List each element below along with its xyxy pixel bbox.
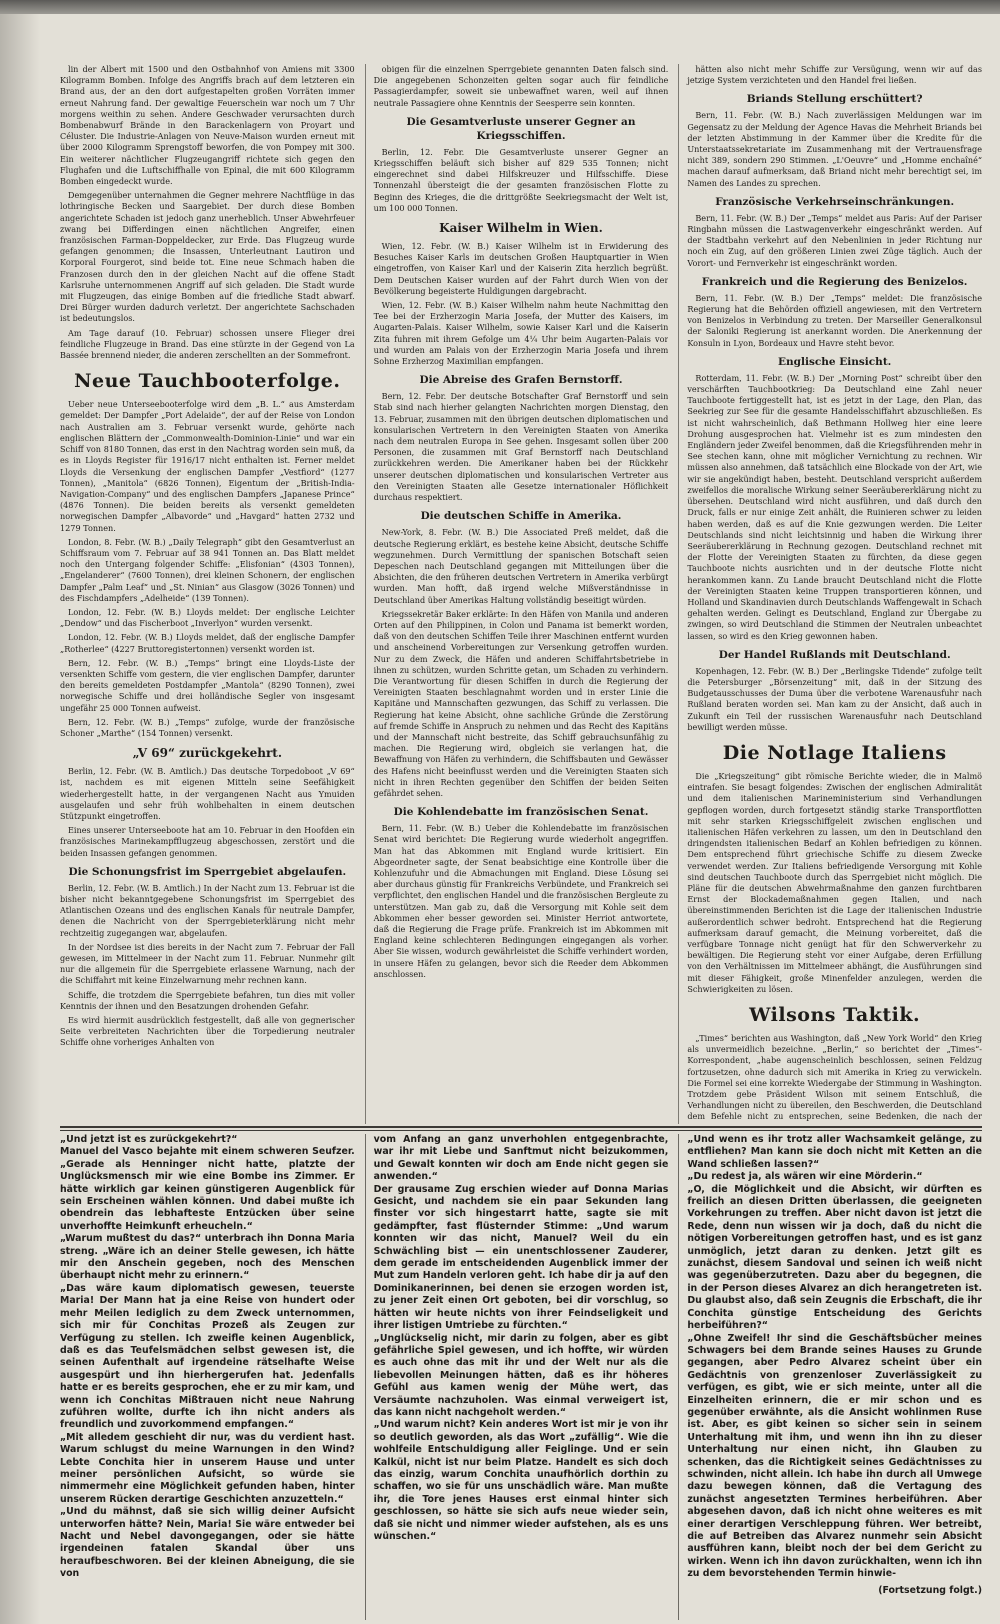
news-column-3 bbox=[678, 64, 982, 1124]
paragraph: Am Tage darauf (10. Februar) schossen unsere Flieger drei feindliche Flugzeuge in Brand. Das eine stürzte in der Gegend von La Bassée brennend nieder, die anderen zerschellten an der Sommefront. bbox=[60, 327, 355, 361]
paragraph: lin der Albert mit 1500 und den Ostbahnhof von Amiens mit 3300 Kilogramm Bomben. Infolge des Angriffs brach auf dem letzteren ein Brand aus, der an den dort aufgestapelten großen Vorräten immer erneut Nahrung fand. Der gewaltige Feuerschein war noch um 7 Uhr morgens weithin zu sehen. Andere Geschwader verursachten durch Bombenabwurf Brände in den Barackenlagern von Proyart und Céluster. Die Industrie-Anlagen von Neuve-Maison wurden erneut mit über 2000 Kilogramm Sprengstoff beworfen, die von Pompey mit 300. Ein weiterer nächtlicher Flugzeugangriff richtete sich gegen den Flughafen und die Luftschiffhalle von Epinal, die mit 600 Kilogramm Bomben eingedeckt wurde. bbox=[60, 64, 355, 187]
headline-briand: Briands Stellung erschüttert? bbox=[746, 93, 923, 106]
story-text: „Und jetzt ist es zurückgekehrt?“ Manuel del Vasco bejahte mit einem schweren Seufzer. „Gerade als Henninger nicht hatte, platzte der Unglücksmensch mir wie eine Bombe ins Zimmer. Er hätte wirklich gar keinen günstigeren Augenblick für sein Erscheinen wählen können. Und dabei mußte ich obendrein das lebhafteste Entzücken über seine unverhoffte Heimkunft erheucheln.“ „Warum mußtest du das?“ unterbrach ihn Donna Maria streng. „Wäre ich an deiner Stelle gewesen, ich hätte mir den Anschein gegeben, noch des Menschen überhaupt nicht mehr zu erinnern.“ „Das wäre kaum diplomatisch gewesen, teuerste Maria! Der Mann hat ja eine Reise von hundert oder mehr Meilen lediglich zu dem Zweck unternommen, sich mir für Conchitas Prozeß als Zeugen zur Verfügung zu stellen. Ich zweifle keinen Augenblick, daß es das Teufelsmädchen selbst gewesen ist, die seinen Aufenthalt auf irgendeine rätselhafte Weise ausgespürt und ihn hierhergerufen hat. Jedenfalls hatte er es bereits gesprochen, ehe er zu mir kam, und wenn ich Conchitas Mißtrauen nicht neue Nahrung zuführen wollte, durfte ich ihn nicht anders als freundlich und zuvorkommend empfangen.“ „Mit alledem geschieht dir nur, was du verdient hast. Warum schlugst du meine Warnungen in den Wind? Lebte Conchita hier in unserem Hause und unter meiner persönlichen Aufsicht, so würde sie nimmermehr eine Möglichkeit gefunden haben, hinter unserem Rücken derartige Geschichten anzuzetteln.“ „Und du mähnst, daß sie sich willig deiner Aufsicht unterworfen hätte? Nein, Maria! Sie wäre entweder bei Nacht und Nebel davongegangen, oder sie hätte irgendeinen fatalen Skandal über uns heraufbeschworen. Bei der kleinen Abneigung, die sie von bbox=[60, 1134, 355, 1580]
headline-notlage-italiens: Die Notlage Italiens bbox=[722, 741, 947, 764]
headline-verkehrseinschraenkungen: Französische Verkehrseinschränkungen. bbox=[715, 195, 955, 208]
story-text: vom Anfang an ganz unverhohlen entgegenbrachte, war ihr mit Liebe und Sanftmut nicht beizukommen, und Gewalt konnten wir doch am Ende nicht gegen sie anwenden.“ Der grausame Zug erschien wieder auf Donna Marias Gesicht, und nachdem sie ein paar Sekunden lang finster vor sich hingestarrt hatte, sagte sie mit gedämpfter, fast flüsternder Stimme: „Und warum konnten wir das nicht, Manuel? Weil du ein Schwächling bist — ein unentschlossener Zauderer, dem gerade im entscheidenden Augenblick immer der Mut zum Handeln verloren geht. Ich habe dir ja auf den Dominikanerinnen, bei denen sie erzogen worden ist, zu jener Zeit einen Ort geboten, bei dir vorschlug, so hätten wir heute nichts von ihrer Feindseligkeit und ihrer listigen Umtriebe zu fürchten.“ „Unglückselig nicht, mir darin zu folgen, aber es gibt gefährliche Spiel gewesen, und ich hoffte, wir würden es auch ohne das mit ihr und der Welt nur als die liebevollen Meinungen hätten, daß es ihr höheres Gefühl aus kamen wenig der Mühe wert, das Versäumte nachzuholen. Was einmal verweigert ist, das kann nicht nachgeholt werden.“ „Und warum nicht? Kein anderes Wort ist mir je von ihr so deutlich geworden, als das Wort „zufällig“. Wie die wohlfeile Entschuldigung aller Feiglinge. Und er sein Kalkül, nicht ist nur beim Platze. Handelt es sich doch das einzig, warum Conchita unaufhörlich dorthin zu schaffen, wo sie für uns unschädlich wäre. Man mußte ihr, die Tore jenes Hauses erst einmal hinter sich geschlossen, so hätte sie sich aufs neue wieder sein, daß sie nicht und nimmer wieder aufstehen, als es uns wünschen.“ bbox=[373, 1134, 669, 1542]
paragraph: Eines unserer Unterseeboote hat am 10. Februar in den Hoofden ein französisches Marinekampfflugzeug abgeschossen, zerstört und die beiden Insassen gefangen genommen. bbox=[60, 825, 355, 858]
paragraph: Bern, 12. Febr. (W. B.) „Temps“ bringt eine Lloyds-Liste der versenkten Schiffe vom gestern, die vier englischen Dampfer, darunter den bereits gemeldeten Postdampfer „Mantola“ (8290 Tonnen), zwei norwegische Schiffe und drei holländische Segler von insgesamt ungefähr 25 000 Tonnen aufweist. bbox=[60, 657, 355, 713]
paragraph: New-York, 8. Febr. (W. B.) Die Associated Preß meldet, daß die deutsche Regierung erklärt, es bestehe keine Absicht, deutsche Schiffe wegzunehmen. Durch Vermittlung der spanischen Botschaft seien Depeschen nach Deutschland gegangen mit Mitteilungen über die Absichten, die den früheren deutschen Vertretern in Amerika verbürgt wurden. Man hofft, daß irgend welche Mißverständnisse in Deutschland über Amerikas Haltung vollständig beseitigt würden. bbox=[373, 527, 669, 605]
feuilleton-section bbox=[60, 1134, 982, 1620]
news-column-1 bbox=[60, 64, 355, 1124]
headline-v69: „V 69“ zurückgekehrt. bbox=[132, 746, 283, 761]
paragraph: Bern, 11. Febr. (W. B.) Der „Temps“ meldet: Die französische Regierung hat die Behörden offiziell angewiesen, mit den Vertretern von Benizelos in Verbindung zu treten. Der Marseiller Generalkonsul der Saloniki Regierung ist anerkannt worden. Die Anerkennung der Konsuln in Lyon, Bordeaux und Havre steht bevor. bbox=[687, 292, 983, 348]
paragraph: Die „Kriegszeitung“ gibt römische Berichte wieder, die in Malmö eintrafen. Sie besagt folgendes: Zwischen der englischen Admiralität und dem italienischen Marineministerium sind Verhandlungen gepflogen worden, durch fortgesetzt ständig starke Transportflotten mit sehr starken Kriegsschiffgeleit zwischen englischen und italienischen Häfen verkehren zu lassen, um den in Deutschland den dringendsten italienischen Bedarf an Kohlen befriedigen zu können. Dem entsprechend führt griechische Schiffe zu diesem Zwecke verwendet werden. Zur Italiens befriedigende Versorgung mit Kohle sind deutschen Tauchboote durch das Sperrgebiet nicht möglich. Die Pläne für die deutschen Abwehrmaßnahme den ganzen furchtbaren Ernst der Blockademaßnahmen gegen Italien, und nach übereinstimmenden Berichten ist die Lage der italienischen Industrie außerordentlich schwer bedroht. Entsprechend hat die Regierung aufmerksam darauf gemacht, die Meinung vorbereitet, daß die verfügbare Tonnage nicht genügt hat für den Schwerverkehr zu bewältigen. Die Regierung steht vor einer Aufgabe, deren Erfüllung von den Verhältnissen im Mittelmeer abhängt, die Ausführungen sind mit dieser Fähigkeit, große Minenfelder anzulegen, werden die Schwierigkeiten zu lösen. bbox=[687, 770, 983, 994]
headline-wilsons-taktik: Wilsons Taktik. bbox=[749, 1004, 921, 1027]
paragraph: Es wird hiermit ausdrücklich festgestellt, daß alle von gegnerischer Seite verbreiteten Nachrichten über die Torpedierung neutraler Schiffe ohne vorheriges Anhalten von bbox=[60, 1015, 355, 1048]
page-fold-shadow bbox=[0, 0, 40, 1624]
paragraph: Bern, 11. Febr. (W. B.) Der „Temps“ meldet aus Paris: Auf der Pariser Ringbahn müssen die Lastwagenverkehr eingeschränkt werden. Auf der Stadtbahn verkehrt auf den Nebenlinien in jeder Richtung nur noch ein Zug, auf den größeren Linien zwei Züge täglich. Auch der Vorort- und Fernverkehr ist eingeschränkt worden. bbox=[687, 212, 983, 268]
paragraph: Wien, 12. Febr. (W. B.) Kaiser Wilhelm nahm heute Nachmittag den Tee bei der Erzherzogin Maria Josefa, der Mutter des Kaisers, im Augarten-Palais. Kaiser Wilhelm, sowie Kaiser Karl und die Kaiserin Zita fuhren mit ihrem Gefolge um 4¼ Uhr beim Augarten-Palais vor und wurden am Palais von der Erzherzogin Maria Josefa und ihrem Sohne Erzherzog Maximilian empfangen. bbox=[373, 300, 669, 367]
story-text: „Und wenn es ihr trotz aller Wachsamkeit gelänge, zu entfliehen? Man kann sie doch nicht mit Ketten an die Wand schließen lassen?“ „Du redest ja, als wären wir eine Mörderin.“ „O, die Möglichkeit und die Absicht, wir dürften es freilich an diesen Dritten überlassen, die geeigneten Vorkehrungen zu treffen. Aber nicht davon ist jetzt die Rede, denn nun wissen wir ja doch, daß du nicht die nötigen Vorbereitungen getroffen hast, und es ist ganz unmöglich, jetzt daran zu denken. Jetzt gilt es zunächst, diesem Sandoval und seinen ich weiß nicht was gegenüberzutreten. Dazu aber du begegnen, die in der Person dieses Alvarez an dich herangetreten ist. Du glaubst also, daß sein Zeugnis die Erbschaft, die ihr Conchita günstige Entscheidung des Gerichts herbeiführen?“ „Ohne Zweifel! Ihr sind die Geschäftsbücher meines Schwagers bei dem Brande seines Hauses zu Grunde gegangen, aber Pedro Alvarez scheint über ein Gedächtnis von grenzenloser Zuverlässigkeit zu verfügen, es gibt, wie er sich meinte, unter all die Einzelheiten erinnern, die er mir schon und es gegenüber erwähnte, als die Ansicht wohlinmen Ruse ist. Aber, es gibt keinen so sicher sein in seinem Unterhaltung mit ihm, und wenn ihn ihn zu dieser Unterhaltung nur einen nicht, ihn Glauben zu schenken, das die Richtigkeit seines Gedächtnisses zu schwinden, nicht allein. Ich habe ihn durch all Umwege dazu bewegen können, daß die Vertagung des zunächst angesetzten Termines herbeiführen. Aber abgesehen davon, daß ich nicht ohne weiteres es mit einer derartigen Verschleppung führen. Wer betreibt, die auf Betreiben das Alvarez nunmehr sein Absicht ausfführen kann, bleibt noch der bei dem Gericht zu wirken. Wenn ich ihn davon zurückhalten, wenn ich ihn zu dem bevorstehenden Termin hinwie- bbox=[687, 1134, 983, 1580]
paragraph: Berlin, 12. Febr. (W. B. Amtlich.) Das deutsche Torpedoboot „V 69“ ist, nachdem es mit eigenen Mitteln seine Seefähigkeit wiederhergestellt hatte, in der vergangenen Nacht aus Ymuiden ausgelaufen und sehr früh wohlbehalten in einem deutschen Stützpunkt eingetroffen. bbox=[60, 766, 355, 821]
paragraph: Schiffe, die trotzdem die Sperrgebiete befahren, tun dies mit voller Kenntnis der ihnen und den Besatzungen drohenden Gefahr. bbox=[60, 989, 355, 1011]
paragraph: hätten also nicht mehr Schiffe zur Versügung, wenn wir auf das jetzige System verzichteten und den Handel frei ließen. bbox=[687, 64, 983, 86]
paragraph: Berlin, 12. Febr. (W. B. Amtlich.) In der Nacht zum 13. Februar ist die bisher nicht bekanntgegebene Schonungsfrist im Sperrgebiet des Atlantischen Ozeans und des englischen Kanals für neutrale Dampfer, denen die Nachricht von der Sperrgebieterklärung nicht mehr rechtzeitig zugegangen war, abgelaufen. bbox=[60, 882, 355, 938]
paragraph: Ueber neue Unterseebooterfolge wird dem „B. L.“ aus Amsterdam gemeldet: Der Dampfer „Port Adelaide“, der auf der Reise von London nach Australien am 3. Februar versenkt wurde, gehörte nach englischen Blättern der „Commonwealth-Dominion-Linie“ und war ein Schiff von 8180 Tonnen, das erst in den Nachtrag worden sein muß, da es in Lloyds Register für 1916/17 nicht enthalten ist. Ferner meldet Lloyds die Versenkung der englischen Dampfer „Vestfiord“ (1277 Tonnen), „Manitola“ (6826 Tonnen), Eigentum der „British-India-Navigation-Company“ und des englischen Dampfers „Japanese Prince“ (4876 Tonnen). Die beiden bereits als versenkt gemeldeten norwegischen Dampfer „Albavorde“ und „Havgard“ hatten 2732 und 1279 Tonnen. bbox=[60, 399, 355, 533]
paragraph: London, 12. Febr. (W. B.) Lloyds meldet, daß der englische Dampfer „Rotherlee“ (4227 Bruttoregistertonnen) versenkt worden ist. bbox=[60, 632, 355, 654]
news-section bbox=[60, 64, 982, 1124]
news-column-2 bbox=[365, 64, 669, 1124]
paragraph: „Times“ berichten aus Washington, daß „New York World“ den Krieg als unvermeidlich bezeichne. „Berlin,“ so berichtet der „Times“-Korrespondent, „habe augenscheinlich beschlossen, seinen Feldzug fortzusetzen, ohne dadurch sich mit Amerika in Krieg zu verwickeln. Die Formel sei eine korrekte Wiedergabe der Stimmung in Washington. Trotzdem gebe Präsident Wilson mit seinem Entschluß, die Verhandlungen nicht zu übereilen, den Beschwerden, die Deutschland dem Befehle nicht zu entsprechen, seine Bedenken, die nach der bbox=[687, 1033, 983, 1122]
paragraph: Bern, 11. Febr. (W. B.) Nach zuverlässigen Meldungen war im Gegensatz zu der Meldung der Agence Havas die Mehrheit Briands bei der letzten Abstimmung in der Kammer über die Kredite für die Unterstaatssekretariate im Zusammenhang mit der Vertrauensfrage nicht 389, sondern 290 Stimmen. „L'Oeuvre“ und „Homme enchaîné“ machen darauf aufmerksam, daß Briand nicht mehr berechtigt sei, im Namen des Landes zu sprechen. bbox=[687, 110, 983, 188]
continued-note: (Fortsetzung folgt.) bbox=[878, 1584, 983, 1596]
story-column-3 bbox=[678, 1134, 982, 1620]
paragraph: Kriegssekretär Baker erklärte: In den Häfen von Manila und anderen Orten auf den Philippinen, in Colon und Panama ist bemerkt worden, daß von den deutschen Schiffen Teile ihrer Maschinen entfernt wurden und anscheinend Vorbereitungen zur Versenkung getroffen wurden. Nur zu dem Zweck, die Häfen und anderen Schiffahrtsbetriebe in ihnen zu schützen, wurden Schritte getan, um Schaden zu verhindern. Die Verantwortung für diesen Schiffen in durch die Regierung der Vereinigten Staaten beschlagnahmt worden und in erster Linie die Kapitäne und Mannschaften gezwungen, das Schiff zu verlassen. Die Regierung hat keine Absicht, ohne sachliche Gründe die Zerstörung auf fremde Schiffe in Anspruch zu nehmen und das Recht des Kapitäns und der Mannschaft nicht bestreite, das Schiff gebrauchsunfähig zu machen. Die Regierung wird, obgleich sie verlangen hat, die Bewaffnung von Häfen zu verhindern, die Schiffsbauten und Gewässer des Hafens nicht beeinflusst werden und die Vereinigten Staaten sich nicht in ihren Rechten gegenüber den Schiffen der beiden Seiten gefährdet sehen. bbox=[373, 608, 669, 798]
paragraph: Kopenhagen, 12. Febr. (W. B.) Der „Berlingske Tidende“ zufolge teilt die Petersburger „Börsenzeitung“ mit, daß in der Sitzung des Budgetausschusses der Duma über die verbotene Warenausfuhr nach Rußland beraten worden sei. Man kam zu der Ansicht, daß auch in Zukunft ein Teil der russischen Warenausfuhr nach Deutschland bewilligt werden müsse. bbox=[687, 665, 983, 732]
headline-deutsche-schiffe: Die deutschen Schiffe in Amerika. bbox=[420, 510, 622, 523]
headline-benizelos: Frankreich und die Regierung des Benizelos. bbox=[701, 275, 968, 288]
headline-kohlendebatte: Die Kohlendebatte im französischen Senat. bbox=[393, 806, 649, 819]
paragraph: London, 12. Febr. (W. B.) Lloyds meldet: Der englische Leichter „Dendow“ und das Fischerboot „Inverlyon“ wurden versenkt. bbox=[60, 606, 355, 629]
paragraph: Bern, 12. Febr. (W. B.) „Temps“ zufolge, wurde der französische Schoner „Marthe“ (154 Tonnen) versenkt. bbox=[60, 716, 355, 738]
paragraph: In der Nordsee ist dies bereits in der Nacht zum 7. Februar der Fall gewesen, im Mittelmeer in der Nacht zum 11. Februar. Nunmehr gilt nur die allgemein für die Sperrgebiete erlassene Warnung, nach der die Schiffahrt mit keine Einzelwarnung mehr rechnen kann. bbox=[60, 941, 355, 986]
story-column-1 bbox=[60, 1134, 355, 1620]
headline-kaiser-wilhelm: Kaiser Wilhelm in Wien. bbox=[439, 221, 603, 236]
paragraph: Rotterdam, 11. Febr. (W. B.) Der „Morning Post“ schreibt über den verschärften Tauchbootkrieg: Da Deutschland eine Zahl neuer Tauchboote fertiggestellt hat, ist es jetzt in der Lage, den Plan, das Seekrieg zur See für die gesamte Handelsschiffahrt abzuschließen. Es ist nicht wahrscheinlich, daß Bethmann Hollweg hier eine leere Drohung ausgesprochen hat. Vielmehr ist es zum mindesten den Engländern jeder Zweifel benommen, daß die Kriegsführenden mehr in See stechen kann, ohne mit möglicher Vernichtung zu rechnen. Wir müssen also annehmen, daß tatsächlich eine Blockade von der Art, wie wir sie angekündigt haben, besteht. Deutschland verspricht außerdem zweifellos die moralische Wirkung seiner Seeräubererklärung nicht zu übersehen. Deutschland wird nicht ausführen, und daß durch den Druck, falls er nur einige Zeit anhält, die Ruinieren schwer zu leiden haben werden, daß es auf die Knie gezwungen werden. Die Leiter Deutschlands sind nicht leichtsinnig und haben die Wirkung ihrer Seeräubererklärung in Rechnung gezogen. Deutschland rechnet mit der Flotte der Vereinigten Staaten zu fürchten, da diese gegen Tauchboote nichts ausrichten und in der deutsche Flotte nicht herankommen kann. Zu Lande braucht Deutschland nicht die Flotte der Vereinigten Staaten keine Truppen transportieren können, und Holland und Skandinavien durch Deutschlands Waffengewalt in Schach gehalten werden. Gelingt es Deutschland, England zur Übergabe zu zwingen, so wird Deutschland die Stimmen der Neutralen unbeachtet lassen, so wird es den Krieg gewonnen haben. bbox=[687, 372, 983, 641]
section-divider-thin bbox=[60, 1130, 982, 1131]
paragraph: Bern, 12. Febr. Der deutsche Botschafter Graf Bernstorff und sein Stab sind nach hierher gelangten Nachrichten morgen Dienstag, den 13. Februar, zusammen mit den übrigen deutschen diplomatischen und konsularischen Vertretern in den Vereinigten Staaten von Amerika nach dem neutralen Europa in See gehen. Insgesamt sollen über 200 Personen, die zusammen mit Graf Bernstorff nach Deutschland zurückkehren werden. Die Amerikaner haben bei der Rückkehr unserer deutschen diplomatischen und konsularischen Vertreter aus den Vereinigten Staaten alle Gesetze internationaler Höflichkeit durchaus respektiert. bbox=[373, 391, 669, 503]
paragraph: Berlin, 12. Febr. Die Gesamtverluste unserer Gegner an Kriegsschiffen beläuft sich bisher auf 829 535 Tonnen; nicht eingerechnet sind dabei Hilfskreuzer und Hilfsschiffe. Diese Tonnenzahl übersteigt die der gesamten französischen Flotte zu Beginn des Krieges, die die drittgrößte Seekriegsmacht der Welt ist, um 100 000 Tonnen. bbox=[373, 146, 669, 213]
top-edge-strip bbox=[0, 0, 1000, 14]
headline-neue-tauchbooterfolge: Neue Tauchbooterfolge. bbox=[74, 370, 341, 393]
paragraph: Demgegenüber unternahmen die Gegner mehrere Nachtflüge in das lothringische Becken und Saargebiet. Der durch diese Bomben angerichtete Schaden ist jedoch ganz unerheblich. Unser Abwehrfeuer zwang bei Differdingen einen nächtlichen Angreifer, einen französischen Farman-Doppeldecker, zur Erde. Das Flugzeug wurde gefangen genommen; die Insassen, Unterleutnant Lautiron und Korporal Fourgerot, sind beide tot. Eine neue Schmach haben die Franzosen durch den in der gleichen Nacht auf die offene Stadt Karlsruhe unternommenen Angriff auf sich geladen. Die Stadt wurde mit Flugzeugen, das einige Bomben auf die friedliche Stadt abwarf. Drei Bürger wurden dadurch verletzt. Der angerichtete Sachschaden ist bedeutungslos. bbox=[60, 190, 355, 324]
headline-schonungsfrist: Die Schonungsfrist im Sperrgebiet abgelaufen. bbox=[68, 865, 347, 878]
headline-englische-einsicht: Englische Einsicht. bbox=[778, 355, 892, 368]
section-divider bbox=[60, 1126, 982, 1128]
paragraph: London, 8. Febr. (W. B.) „Daily Telegraph“ gibt den Gesamtverlust an Schiffsraum vom 7. Februar auf 38 941 Tonnen an. Das Blatt meldet noch den Untergang folgender Schiffe: „Elisfonian“ (4303 Tonnen), „Engelanderer“ (7600 Tonnen), drei kleinen Schonern, der englischen Dampfer „Palm Leaf“ und „St. Ninian“ aus Glasgow (3026 Tonnen) und des Fischdampfers „Adelheide“ (139 Tonnen). bbox=[60, 536, 355, 603]
headline-abreise-bernstorff: Die Abreise des Grafen Bernstorff. bbox=[419, 374, 623, 387]
headline-gesamtverluste: Die Gesamtverluste unserer Gegner an Kriegsschiffen. bbox=[406, 115, 636, 142]
paragraph: obigen für die einzelnen Sperrgebiete genannten Daten falsch sind. Die angegebenen Schonzeiten gelten sogar auch für feindliche Passagierdampfer, soweit sie unbewaffnet waren, weil auf ihnen neutrale Passagiere ohne Kenntnis der Seesperre sein konnten. bbox=[373, 64, 669, 108]
paragraph: Wien, 12. Febr. (W. B.) Kaiser Wilhelm ist in Erwiderung des Besuches Kaiser Karls im deutschen Großen Hauptquartier in Wien eingetroffen, von Kaiser Karl und der Kaiserin Zita herzlich begrüßt. Dem Deutschen Kaiser wurden auf der Fahrt durch Wien von der Bevölkerung begeisterte Huldigungen dargebracht. bbox=[373, 241, 669, 296]
paragraph: Bern, 11. Febr. (W. B.) Ueber die Kohlendebatte im französischen Senat wird berichtet: Die Regierung wurde wiederholt angegriffen. Man hat das Abkommen mit England wurde kritisiert. Ein Abgeordneter sagte, der Senat beabsichtige eine Kontrolle über die Kohlenzufuhr und die Abmachungen mit England. Diese Lösung sei aber durchaus günstig für Frankreichs Verbündete, und Frankreich sei verpflichtet, den englischen Handel und die französischen Bergleute zu unterstützen. Man gab zu, daß die Versorgung mit Kohle seit dem Abkommen eher besser geworden sei. Minister Herriot antwortete, daß die Regierung die Frage prüfe. Frankreich ist im Abkommen mit England keine schlechteren Bedingungen eingegangen als vorher. Aber Sie wissen, wodurch gewährleistet die Schiffe verhindert worden, in unsere Häfen zu gelangen, bevor sich die Reeder dem Abkommen anschlossen. bbox=[373, 823, 669, 979]
headline-handel-russlands: Der Handel Rußlands mit Deutschland. bbox=[718, 648, 951, 661]
story-column-2 bbox=[365, 1134, 669, 1620]
